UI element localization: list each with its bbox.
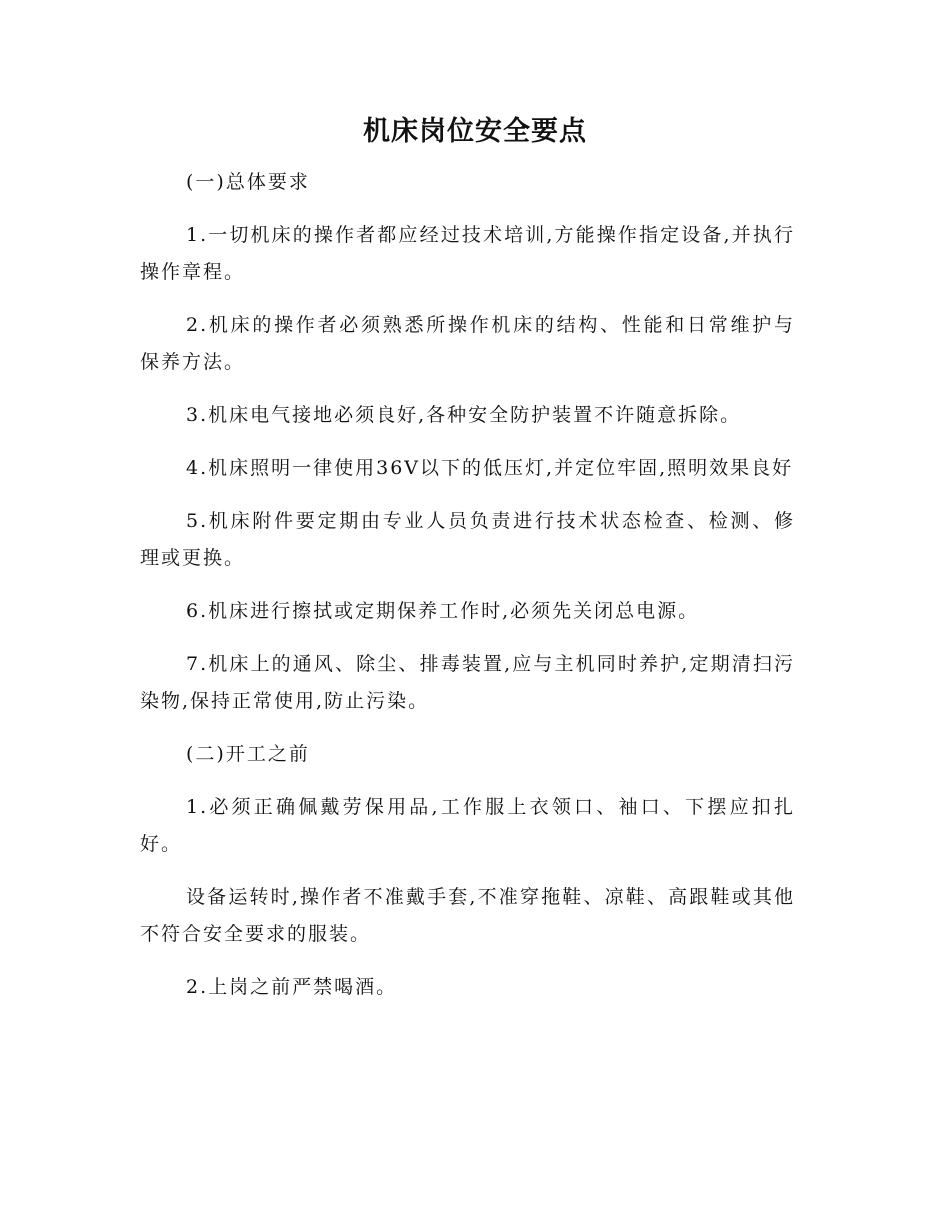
- section-heading-before-work: (二)开工之前: [186, 743, 310, 765]
- paragraph: 设备运转时,操作者不准戴手套,不准穿拖鞋、凉鞋、高跟鞋或其他不符合安全要求的服装。: [140, 886, 795, 945]
- paragraph: 4.机床照明一律使用36V以下的低压灯,并定位牢固,照明效果良好: [186, 457, 794, 479]
- paragraph: 2.机床的操作者必须熟悉所操作机床的结构、性能和日常维护与保养方法。: [140, 314, 795, 373]
- paragraph: 5.机床附件要定期由专业人员负责进行技术状态检查、检测、修理或更换。: [140, 510, 795, 569]
- document-title: 机床岗位安全要点: [363, 116, 587, 147]
- section-heading-general: (一)总体要求: [186, 171, 310, 193]
- paragraph: 2.上岗之前严禁喝酒。: [186, 976, 398, 998]
- paragraph: 1.一切机床的操作者都应经过技术培训,方能操作指定设备,并执行操作章程。: [140, 224, 795, 283]
- paragraph: 3.机床电气接地必须良好,各种安全防护装置不许随意拆除。: [186, 404, 742, 426]
- paragraph: 7.机床上的通风、除尘、排毒装置,应与主机同时养护,定期清扫污染物,保持正常使用,防止污染。: [140, 653, 795, 712]
- paragraph: 6.机床进行擦拭或定期保养工作时,必须先关闭总电源。: [186, 600, 700, 622]
- document-body: [140, 164, 795, 1022]
- paragraph: 1.必须正确佩戴劳保用品,工作服上衣领口、袖口、下摆应扣扎好。: [140, 796, 795, 855]
